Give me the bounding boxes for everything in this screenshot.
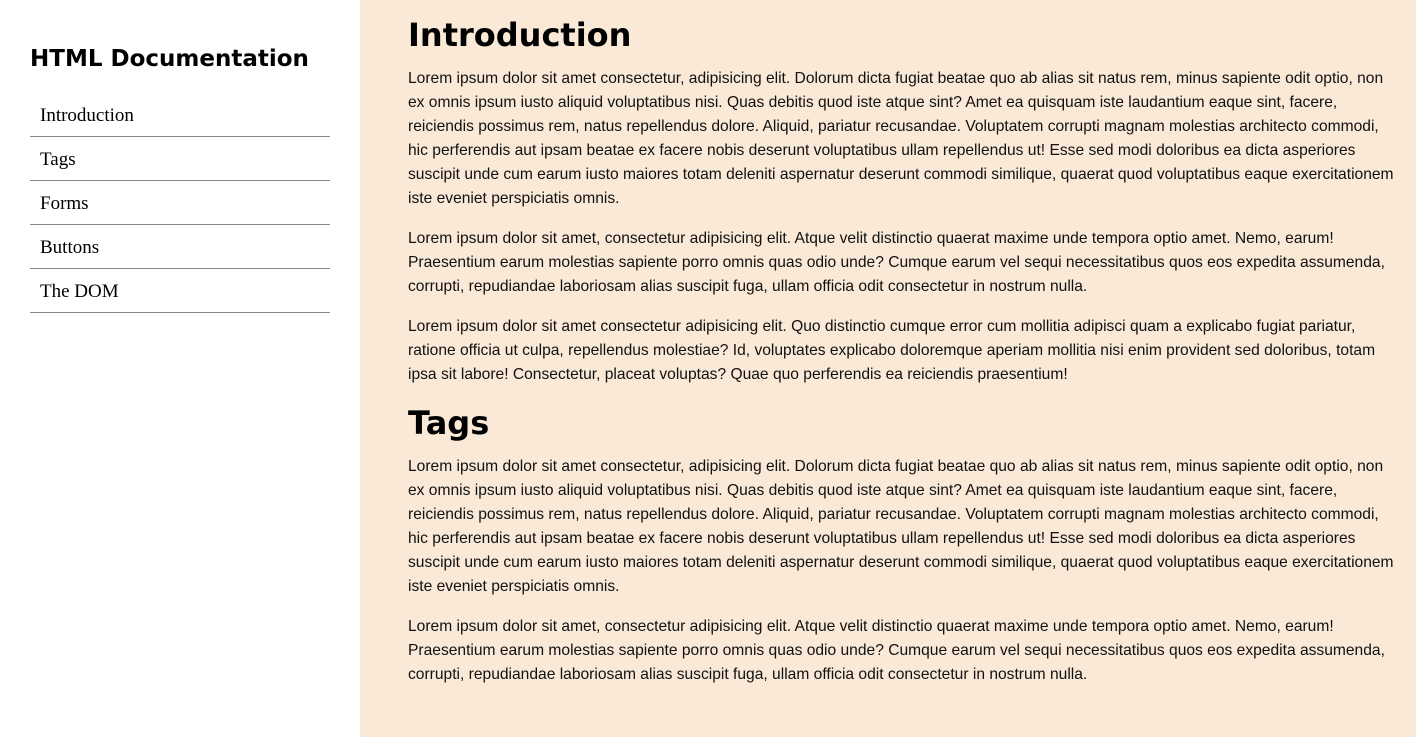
sidebar-nav bbox=[0, 0, 360, 737]
sidebar-title: HTML Documentation bbox=[30, 46, 309, 72]
paragraph: Lorem ipsum dolor sit amet, consectetur adipisicing elit. Atque velit distinctio quaerat maxime unde tempora optio amet. Nemo, earum! Praesentium earum molestias sapiente porro omnis quas odio unde? Cumque earum vel sequi necessitatibus quos eos expedita assumenda, corrupti, repudiandae laboriosam alias suscipit fuga, ullam officia odit consectetur in nostrum nulla. bbox=[408, 618, 1385, 683]
paragraph: Lorem ipsum dolor sit amet consectetur, adipisicing elit. Dolorum dicta fugiat beatae quo ab alias sit natus rem, minus sapiente odit optio, non ex omnis ipsum iusto aliquid voluptatibus nisi. Quas debitis quod iste atque sint? Amet ea quisquam iste laudantium eaque sint, facere, reiciendis possimus rem, natus repellendus dolore. Aliquid, pariatur recusandae. Voluptatem corrupti magnam molestias architecto commodi, hic perferendis aut ipsam beatae ex facere nobis deserunt voluptatibus ullam repellendus ut! Esse sed modi doloribus ea dicta asperiores suscipit unde cum earum iusto maiores totam deleniti aspernatur deserunt commodi similique, quaerat quod voluptatibus eaque exercitationem iste eveniet perspiciatis omnis. bbox=[408, 458, 1394, 595]
content-column bbox=[408, 0, 1400, 703]
section-introduction bbox=[408, 15, 1400, 387]
paragraph: Lorem ipsum dolor sit amet consectetur, adipisicing elit. Dolorum dicta fugiat beatae quo ab alias sit natus rem, minus sapiente odit optio, non ex omnis ipsum iusto aliquid voluptatibus nisi. Quas debitis quod iste atque sint? Amet ea quisquam iste laudantium eaque sint, facere, reiciendis possimus rem, natus repellendus dolore. Aliquid, pariatur recusandae. Voluptatem corrupti magnam molestias architecto commodi, hic perferendis aut ipsam beatae ex facere nobis deserunt voluptatibus ullam repellendus ut! Esse sed modi doloribus ea dicta asperiores suscipit unde cum earum iusto maiores totam deleniti aspernatur deserunt commodi similique, quaerat quod voluptatibus eaque exercitationem iste eveniet perspiciatis omnis. bbox=[408, 70, 1394, 207]
main-content[interactable] bbox=[360, 0, 1416, 737]
nav-list bbox=[30, 93, 330, 313]
section-heading-introduction: Introduction bbox=[408, 16, 632, 54]
nav-link-introduction[interactable]: Introduction bbox=[30, 93, 330, 137]
section-heading-tags: Tags bbox=[408, 404, 490, 442]
nav-link-forms[interactable]: Forms bbox=[30, 181, 330, 225]
paragraph: Lorem ipsum dolor sit amet consectetur adipisicing elit. Quo distinctio cumque error cum mollitia adipisci quam a explicabo fugiat pariatur, ratione officia ut culpa, repellendus molestiae? Id, voluptates explicabo doloremque aperiam mollitia nisi enim provident sed doloribus, totam ipsa sit labore! Consectetur, placeat voluptas? Quae quo perferendis ea reiciendis praesentium! bbox=[408, 318, 1376, 383]
nav-link-the-dom[interactable]: The DOM bbox=[30, 269, 330, 313]
paragraph: Lorem ipsum dolor sit amet, consectetur adipisicing elit. Atque velit distinctio quaerat maxime unde tempora optio amet. Nemo, earum! Praesentium earum molestias sapiente porro omnis quas odio unde? Cumque earum vel sequi necessitatibus quos eos expedita assumenda, corrupti, repudiandae laboriosam alias suscipit fuga, ullam officia odit consectetur in nostrum nulla. bbox=[408, 230, 1385, 295]
section-tags bbox=[408, 403, 1400, 687]
nav-link-tags[interactable]: Tags bbox=[30, 137, 330, 181]
nav-link-buttons[interactable]: Buttons bbox=[30, 225, 330, 269]
